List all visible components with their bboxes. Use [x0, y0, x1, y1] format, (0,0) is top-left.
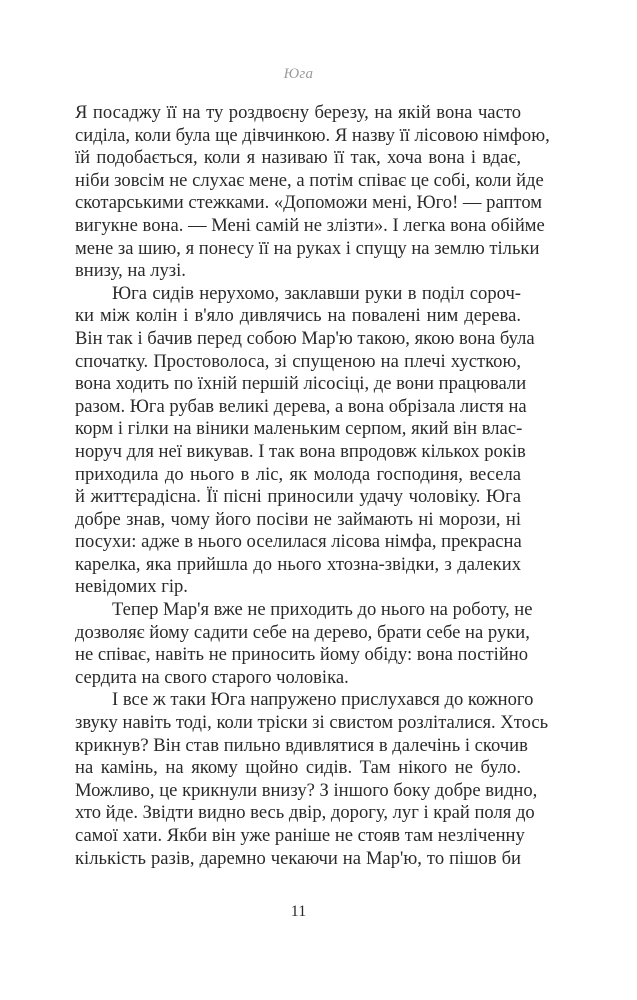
text-line: приходила до нього в ліс, як молода господиня, весела	[75, 463, 521, 485]
paragraph	[75, 689, 549, 870]
text-line: добре знав, чому його посіви не займають ні морози, ні	[75, 508, 521, 530]
text-line: посухи: адже в нього оселилася лісова німфа, прекрасна	[75, 531, 522, 553]
paragraph	[75, 102, 550, 283]
text-line: Можливо, це крикнули внизу? З іншого боку добре видно,	[75, 779, 538, 801]
page-number: 11	[290, 903, 307, 920]
text-line: хто йде. Звідти видно весь двір, дорогу, луг і край поля до	[75, 802, 535, 824]
text-line: ки між колін і в'яло дивлячись на повалені ним дерева.	[75, 305, 521, 327]
text-line: невідомих гір.	[75, 576, 188, 598]
text-line: карелка, яка прийшла до нього хтозна-звідки, з далеких	[75, 553, 521, 575]
text-line: Юга сидів нерухомо, заклавши руки в поділ сороч-	[112, 282, 521, 304]
text-line: вигукне вона. — Мені самій не злізти». І легка вона обійме	[75, 214, 545, 236]
text-line: самої хати. Якби він уже раніше не стояв там незліченну	[75, 825, 525, 846]
text-line: звуку навіть тоді, коли тріски зі свистом розліталися. Хтось	[75, 712, 549, 734]
text-line: кількість разів, даремно чекаючи на Мар'ю, то пішов би	[75, 847, 521, 869]
text-line: дозволяє йому садити себе на дерево, брати себе на руки,	[75, 621, 530, 643]
text-line: корм і гілки на віники маленьким серпом, який він влас-	[75, 418, 523, 440]
paragraph	[75, 599, 533, 689]
text-line: мене за шию, я понесу її на руках і спущу на землю тільки	[75, 237, 540, 259]
text-line: Я посаджу її на ту роздвоєну березу, на якій вона часто	[75, 102, 521, 123]
text-line: не співає, навіть не приносить йому обіду: вона постійно	[75, 644, 529, 666]
text-line: їй подобається, коли я називаю її так, хоча вона і вдає,	[75, 147, 521, 169]
text-line: сиділа, коли була ще дівчинкою. Я назву її лісовою німфою,	[75, 124, 550, 146]
running-header: Юга	[283, 66, 314, 82]
text-line: Тепер Мар'я вже не приходить до нього на роботу, не	[112, 599, 533, 621]
text-line: на камінь, на якому щойно сидів. Там нікого не було.	[75, 757, 521, 779]
text-line: спочатку. Простоволоса, зі спущеною на плечі хусткою,	[75, 350, 521, 372]
text-line: норуч для неї викував. І так вона впродовж кількох років	[75, 440, 526, 462]
paragraph	[75, 282, 535, 599]
text-line: сердита на свого старого чоловіка.	[75, 666, 349, 688]
text-line: разом. Юга рубав великі дерева, а вона обрізала листя на	[75, 395, 527, 417]
text-line: вона ходить по їхній першій лісосіці, де вони працювали	[75, 373, 527, 395]
text-line: ніби зовсім не слухає мене, а потім співає це собі, коли йде	[75, 169, 544, 191]
text-line: скотарськими стежками. «Допоможи мені, Юго! — раптом	[75, 192, 543, 214]
text-line: І все ж таки Юга напружено прислухався до кожного	[112, 689, 534, 711]
text-line: крикнув? Він став пильно вдивлятися в далечінь і скочив	[75, 734, 528, 756]
text-line: й життєрадісна. Її пісні приносили удачу чоловіку. Юга	[75, 486, 521, 508]
text-line: внизу, на лузі.	[75, 260, 186, 282]
body-text	[75, 102, 550, 870]
text-line: Він так і бачив перед собою Мар'ю такою, якою вона була	[75, 327, 535, 349]
